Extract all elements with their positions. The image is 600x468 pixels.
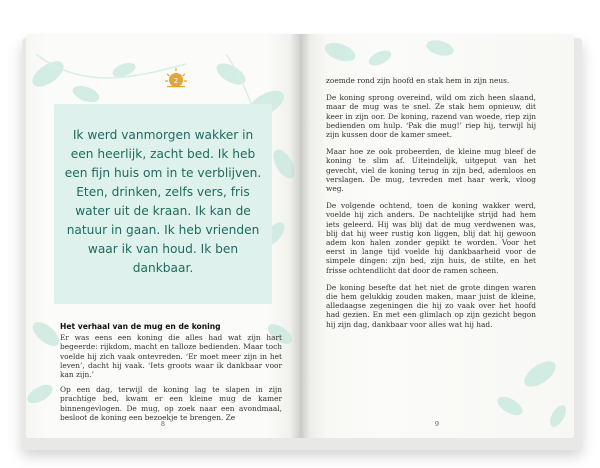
story-paragraph: zoemde rond zijn hoofd en stak hem in zijn neus.	[326, 76, 510, 85]
quote-box	[54, 104, 272, 304]
open-book	[12, 28, 588, 446]
story-paragraph: Er was eens een koning die alles had wat zijn hart begeerde: rijkdom, macht en talloze bedienden. Maar toch voelde hij zich vaak ontevreden. ‘Er moet meer zijn in het leven’, dacht hij vaak. ‘Iets groots waar ik dankbaar voor kan zijn.’	[60, 333, 282, 380]
story-paragraph: De volgende ochtend, toen de koning wakker werd, voelde hij zich anders. De nachtelijke strijd had hem iets geleerd. Hij was blij dat de mug verdwenen was, blij dat hij weer rustig kon liggen, blij dat hij gewoon adem kon halen zonder gepikt te worden. Voor het eerst in lange tijd voelde hij dankbaarheid voor de simpele dingen: zijn bed, zijn huis, de stilte, en het frisse ochtendlicht dat door de ramen scheen.	[326, 201, 536, 275]
page-number-left: 8	[160, 420, 166, 428]
right-page	[300, 34, 574, 438]
svg-text:2: 2	[173, 77, 179, 85]
gratitude-quote: Ik werd vanmorgen wakker in een heerlijk, zacht bed. Ik heb een fijn huis om in te verblijven. Eten, drinken, zelfs vers, fris water uit de kraan. Ik kan de natuur in gaan. Ik heb vrienden waar ik van houd. Ik ben dankbaar.	[64, 128, 262, 275]
story-paragraph: Op een dag, terwijl de koning lag te slapen in zijn prachtige bed, kwam er een kleine mug de kamer binnengevlogen. De mug, op zoek naar een avondmaal, besloot de koning een bezoekje te brengen. Ze	[60, 385, 282, 422]
sun-icon	[164, 66, 188, 90]
story-paragraph: De koning besefte dat het niet de grote dingen waren die hem gelukkig zouden maken, maar juist de kleine, alledaagse zegeningen die hij zo vaak over het hoofd had gezien. En met een glimlach op zijn gezicht begon hij zijn dag, dankbaar voor alles wat hij had.	[326, 282, 536, 329]
story-continuation	[326, 76, 536, 337]
story-paragraph: Maar hoe ze ook probeerden, de kleine mug bleef de koning te slim af. Uiteindelijk, uitgeput van het gevecht, viel de koning terug in zijn bed, ademloos en verslagen. De mug, tevreden met haar werk, vloog weg.	[326, 147, 536, 194]
left-page	[26, 34, 300, 438]
story-section	[60, 322, 282, 428]
page-number-right: 9	[434, 420, 440, 428]
book-gutter	[290, 34, 310, 438]
story-title: Het verhaal van de mug en de koning	[60, 322, 221, 331]
story-paragraph: De koning sprong overeind, wild om zich heen slaand, maar de mug was te snel. Ze stak hem opnieuw, dit keer in zijn oor. De koning, razend van woede, riep zijn bedienden om hulp. ‘Pak die mug!’ riep hij, terwijl hij zijn kussen door de kamer smeet.	[326, 93, 536, 140]
